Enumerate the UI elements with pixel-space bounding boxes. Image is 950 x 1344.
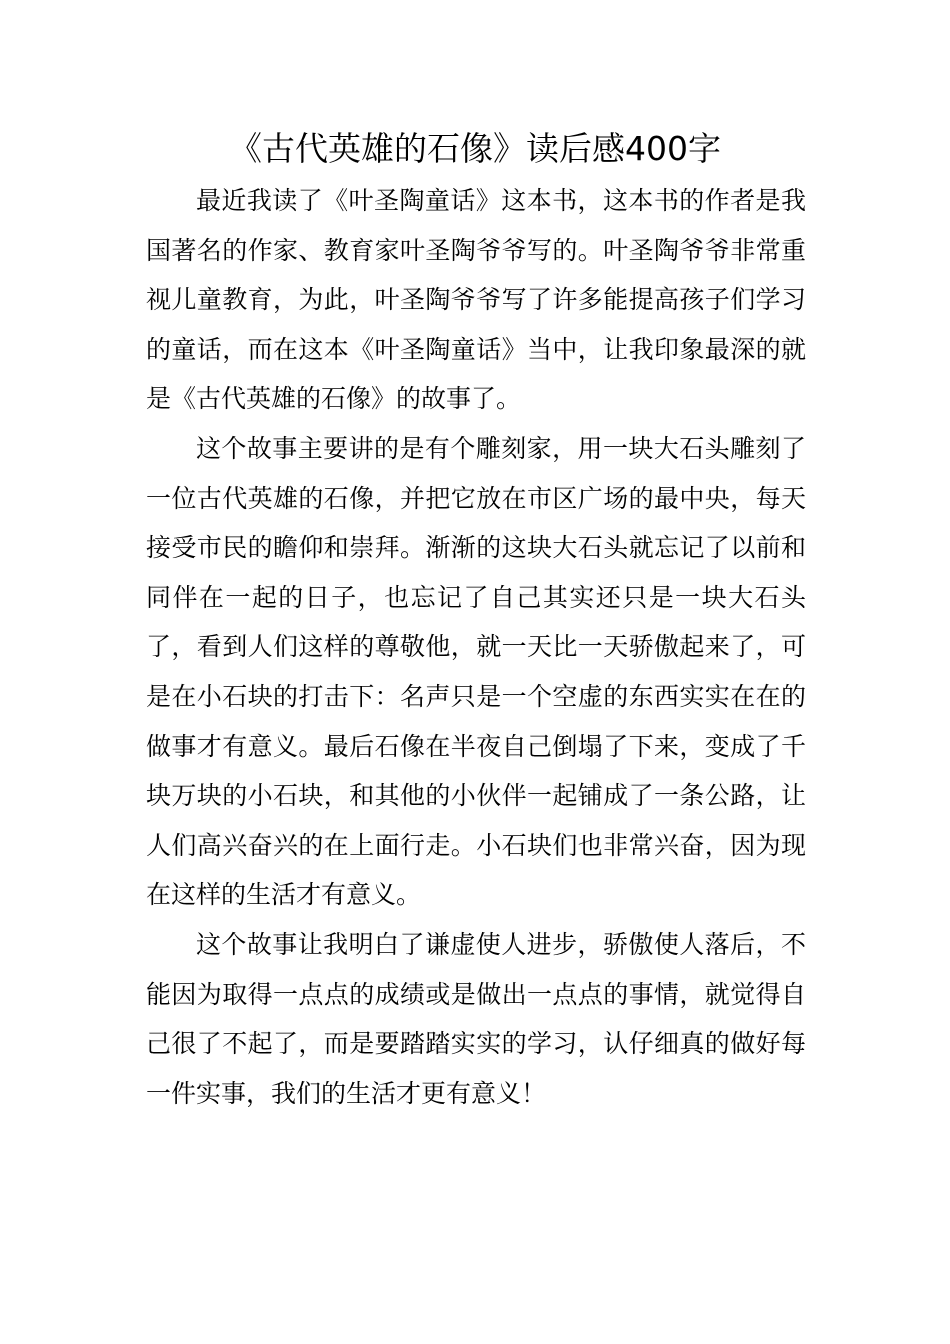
document-body [146,176,806,1118]
paragraph-1: 最近我读了《叶圣陶童话》这本书，这本书的作者是我国著名的作家、教育家叶圣陶爷爷写的。叶圣陶爷爷非常重视儿童教育，为此，叶圣陶爷爷写了许多能提高孩子们学习的童话，而在这本《叶圣陶童话》当中，让我印象最深的就是《古代英雄的石像》的故事了。 [146,186,806,414]
paragraph-3: 这个故事让我明白了谦虚使人进步，骄傲使人落后，不能因为取得一点点的成绩或是做出一点点的事情，就觉得自己很了不起了，而是要踏踏实实的学习，认仔细真的做好每一件实事，我们的生活才更有意义！ [146,929,806,1108]
document-title: 《古代英雄的石像》读后感400字 [229,129,721,168]
paragraph-2: 这个故事主要讲的是有个雕刻家，用一块大石头雕刻了一位古代英雄的石像，并把它放在市区广场的最中央，每天接受市民的瞻仰和崇拜。渐渐的这块大石头就忘记了以前和同伴在一起的日子，也忘记了自己其实还只是一块大石头了，看到人们这样的尊敬他，就一天比一天骄傲起来了，可是在小石块的打击下：名声只是一个空虚的东西实实在在的做事才有意义。最后石像在半夜自己倒塌了下来，变成了千块万块的小石块，和其他的小伙伴一起铺成了一条公路，让人们高兴奋兴的在上面行走。小石块们也非常兴奋，因为现在这样的生活才有意义。 [146,433,806,910]
